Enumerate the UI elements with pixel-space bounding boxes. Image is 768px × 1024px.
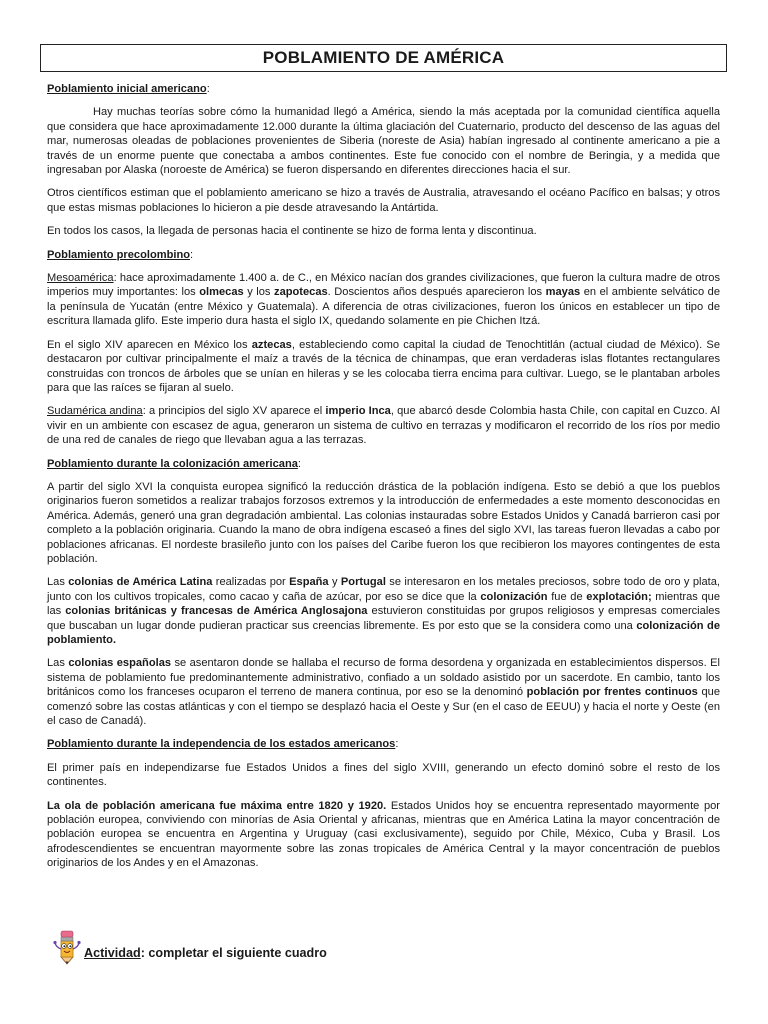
paragraph-ola-poblacion: La ola de población americana fue máxima entre 1820 y 1920. Estados Unidos hoy se encuentra representado mayormente por población europea, conviviendo con minorías de Asia Oriental y africanas, mientras que en América Latina la mayor concentración de población europea se encuentra en Argentina y Uruguay (casi exclusivamente), seguido por Chile, México, Cuba y Brasil. Los afrodescendientes se encuentran mayormente sobre las zonas tropicales de América Central y la mayor concentración de pueblos originarios de los Andes y en el Amazonas. xyxy=(47,799,720,870)
paragraph-colonias-espanolas: Las colonias españolas se asentaron donde se hallaba el recurso de forma desordena y organizada en establecimientos dispersos. El sistema de poblamiento fue predominantemente administrativo, confiado a un soldado asistido por un sacerdote. En cambio, tanto los británicos como los franceses ocuparon el terreno de manera continua, por eso se la denominó población por frentes continuos que comenzó sobre las costas atlánticas y con el tiempo se desplazó hacia el Oeste y Sur (en el caso de EEUU) y hacia el norte y Oeste (en el caso de Canadá). xyxy=(47,657,721,728)
paragraph-lenta: En todos los casos, la llegada de personas hacia el continente se hizo de forma lenta y discontinua. xyxy=(47,225,537,238)
paragraph-australia: Otros científicos estiman que el poblamiento americano se hizo a través de Australia, atravesando el océano Pacífico en balsas; y otros que estas mismas poblaciones lo hicieron a pie desde atravesando la Antártida. xyxy=(47,187,720,214)
paragraph-independencia: El primer país en independizarse fue Estados Unidos a fines del siglo XVIII, generando un efecto dominó sobre el resto de los continentes. xyxy=(47,761,720,789)
section-heading-independencia: Poblamiento durante la independencia de los estados americanos: xyxy=(47,738,399,751)
title-box xyxy=(40,44,727,72)
paragraph-conquista: A partir del siglo XVI la conquista europea significó la reducción drástica de la población indígena. Esto se debió a que los pueblos originarios fueron sometidos a realizar trabajos forzosos extremos y la introducción de enfermedades a este momento desconocidas en América. Además, generó una gran degradación ambiental. Las colonias instauradas sobre Estados Unidos y Canadá barrieron casi por completo a la población originaria. Cuando la mano de obra indígena escaseó a fines del siglo XVI, las tareas fueron llevadas a cabo por poblaciones africanas. El nordeste brasileño junto con los países del Caribe fueron los que recibieron los mayores contingentes de esta población. xyxy=(47,480,720,565)
paragraph-sudamerica: Sudamérica andina: a principios del siglo XV aparece el imperio Inca, que abarcó desde Colombia hasta Chile, con capital en Cuzco. Al vivir en un ambiente con escasez de agua, generaron un sistema de cultivo en terrazas y modificaron el recorrido de los ríos por medio de una red de canales de riego que llevaban agua a las terrazas. xyxy=(47,405,721,447)
page-title: POBLAMIENTO DE AMÉRICA xyxy=(262,48,505,67)
paragraph-beringia: Hay muchas teorías sobre cómo la humanidad llegó a América, siendo la más aceptada por la comunidad científica aquella que considera que hace aproximadamente 12.000 durante la última glaciación del Cuaternario, producto del descenso de las aguas del mar, numerosas oleadas de poblaciones provenientes de Siberia (noreste de Asia) habían ingresado al continente americano a pie a través de un enorme puente que conectaba a ambos continentes. Este fue conocido con el nombre de Beringia, y a medida que ingresaban por Alaska (noroeste de América) se fueron dispersando en diferentes direcciones hacia el sur. xyxy=(47,106,720,177)
document-body xyxy=(47,82,720,880)
paragraph-mesoamerica: Mesoamérica: hace aproximadamente 1.400 a. de C., en México nacían dos grandes civilizaciones, que fueron la cultura madre de otros imperios muy importantes: los olmecas y los zapotecas. Doscientos años después aparecieron los mayas en el ambiente selvático de la península de Yucatán (entre México y Guatemala). A diferencia de otras civilizaciones, fueron los únicos en establecer un tipo de escritura llamada glifo. Este imperio dura hasta el siglo IX, quedando solamente en pie Chichen Itzá. xyxy=(47,272,720,328)
section-heading-inicial: Poblamiento inicial americano: xyxy=(47,83,210,95)
section-heading-colonizacion: Poblamiento durante la colonización americana: xyxy=(47,457,301,470)
paragraph-aztecas: En el siglo XIV aparecen en México los aztecas, estableciendo como capital la ciudad de Tenochtitlán (actual ciudad de México). Se destacaron por cultivar principalmente el maíz a través de la técnica de chinampas, que eran verdaderas islas flotantes rectangulares construidas con troncos de árboles que se unían en hileras y se les colocaba tierra encima para cultivar. Luego, se le plantaban arboles para que las raíces se fijaran al suelo. xyxy=(47,338,720,394)
section-heading-precolombino: Poblamiento precolombino: xyxy=(47,248,194,261)
activity-instruction: Actividad: completar el siguiente cuadro xyxy=(84,946,327,960)
pencil-character-icon xyxy=(52,927,82,965)
activity-line xyxy=(52,926,452,966)
paragraph-colonias-latina: Las colonias de América Latina realizadas por España y Portugal se interesaron en los metales preciosos, sobre todo de oro y plata, junto con los cultivos tropicales, como cacao y caña de azúcar, por eso se dice que la colonización fue de explotación; mientras que las colonias británicas y francesas de América Anglosajona estuvieron constituidas por grupos religiosos y empresas comerciales que buscaban un lugar donde pudieran practicar sus creencias libremente. Es por esto que se la considera como una colonización de poblamiento. xyxy=(47,576,720,646)
